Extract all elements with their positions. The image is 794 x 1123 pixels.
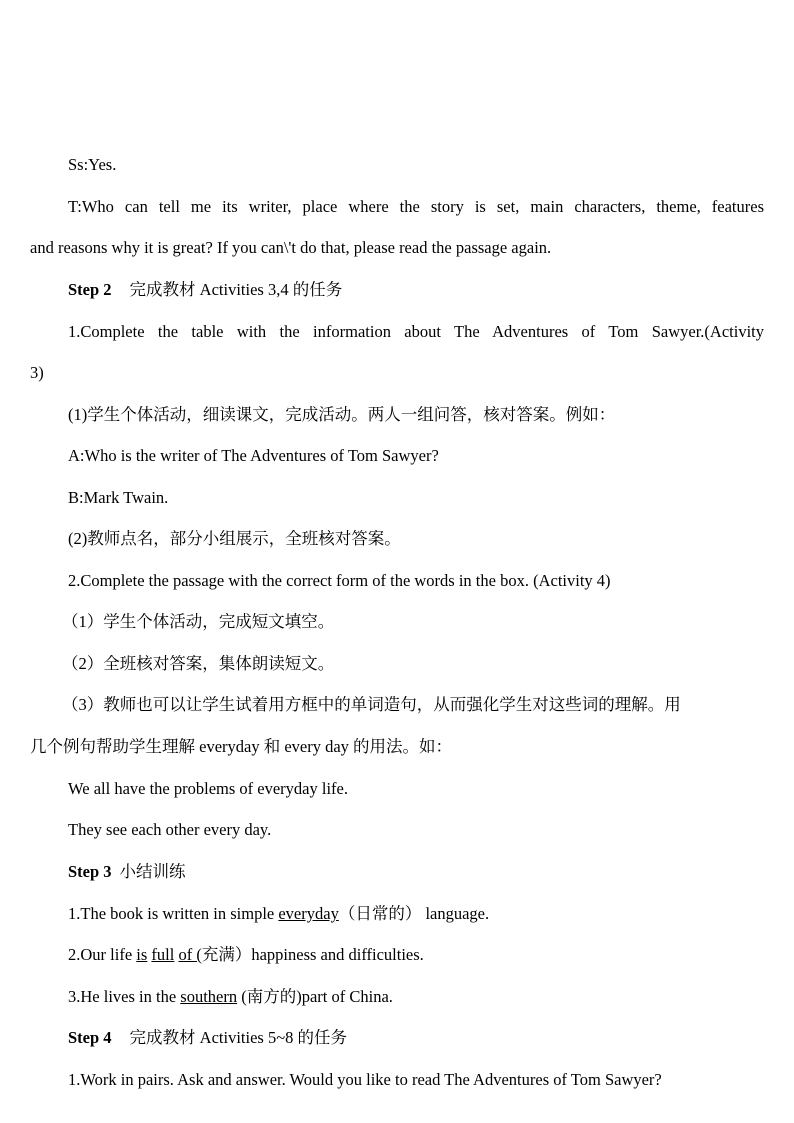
- instruction-line: [62, 654, 334, 674]
- text-span: 2.Complete the passage with the correct form of the words in the box. (Activity 4): [68, 571, 611, 590]
- example-sentence: [68, 820, 271, 840]
- text-span: Ss:Yes.: [68, 155, 117, 174]
- instruction-line: [68, 529, 401, 549]
- text-span: (南方的)part of China.: [237, 987, 393, 1006]
- step-heading: [68, 280, 342, 300]
- exercise-line: [68, 987, 393, 1007]
- text-span: 1.Complete the table with the information about The Adventures of Tom Sawyer.(Activity: [68, 322, 764, 341]
- text-span: (1)学生个体活动，细读课文，完成活动。两人一组问答，核对答案。例如：: [68, 405, 616, 424]
- text-span: 1.The book is written in simple: [68, 904, 279, 923]
- dialogue-line: [68, 155, 116, 175]
- answer-underlined: southern: [180, 987, 238, 1006]
- text-span: (2)教师点名，部分小组展示，全班核对答案。: [68, 529, 401, 548]
- step-label: Step 2: [68, 280, 112, 299]
- step-heading: [68, 1028, 347, 1048]
- step-label: Step 3: [68, 862, 112, 881]
- text-span: 几个例句帮助学生理解 everyday 和 every day 的用法。如：: [30, 737, 453, 756]
- step-title: 小结训练: [119, 862, 186, 881]
- task-line: [68, 322, 764, 342]
- text-span: and reasons why it is great? If you can\'t do that, please read the passage again.: [30, 238, 552, 257]
- exercise-line: [68, 945, 424, 965]
- text-span: 1.Work in pairs. Ask and answer. Would you like to read The Adventures of Tom Sawyer?: [68, 1070, 662, 1089]
- task-line-continued: [30, 363, 44, 383]
- answer-underlined: is: [136, 945, 148, 964]
- step-title: 完成教材 Activities 5~8 的任务: [129, 1028, 348, 1047]
- text-span: （3）教师也可以让学生试着用方框中的单词造句，从而强化学生对这些词的理解。用: [62, 695, 681, 714]
- instruction-line: [68, 405, 615, 425]
- text-span: A:Who is the writer of The Adventures of Tom Sawyer?: [68, 446, 439, 465]
- text-span: 3): [30, 363, 44, 382]
- text-span: （日常的） language.: [338, 904, 490, 923]
- dialogue-line-continued: [30, 238, 551, 258]
- text-span: 充满）happiness and difficulties.: [201, 945, 424, 964]
- task-line: [68, 571, 611, 591]
- text-span: 2.Our life: [68, 945, 137, 964]
- dialogue-line: [68, 197, 764, 217]
- instruction-line: [62, 695, 681, 715]
- example-sentence: [68, 779, 348, 799]
- text-span: B:Mark Twain.: [68, 488, 169, 507]
- text-span: 3.He lives in the: [68, 987, 181, 1006]
- instruction-line: [62, 612, 334, 632]
- text-span: They see each other every day.: [68, 820, 272, 839]
- step-title: 完成教材 Activities 3,4 的任务: [129, 280, 343, 299]
- task-line: [68, 1070, 662, 1090]
- answer-underlined: everyday: [278, 904, 339, 923]
- text-span: （1）学生个体活动，完成短文填空。: [62, 612, 335, 631]
- text-span: （2）全班核对答案，集体朗读短文。: [62, 654, 335, 673]
- answer-underlined: full: [151, 945, 175, 964]
- answer-underlined: of (: [178, 945, 202, 964]
- step-heading: [68, 862, 186, 882]
- text-span: We all have the problems of everyday life.: [68, 779, 348, 798]
- exercise-line: [68, 904, 489, 924]
- step-label: Step 4: [68, 1028, 112, 1047]
- instruction-line-continued: [30, 737, 452, 757]
- text-span: T:Who can tell me its writer, place where the story is set, main characters, theme, features: [68, 197, 764, 216]
- dialogue-line: [68, 488, 168, 508]
- dialogue-line: [68, 446, 439, 466]
